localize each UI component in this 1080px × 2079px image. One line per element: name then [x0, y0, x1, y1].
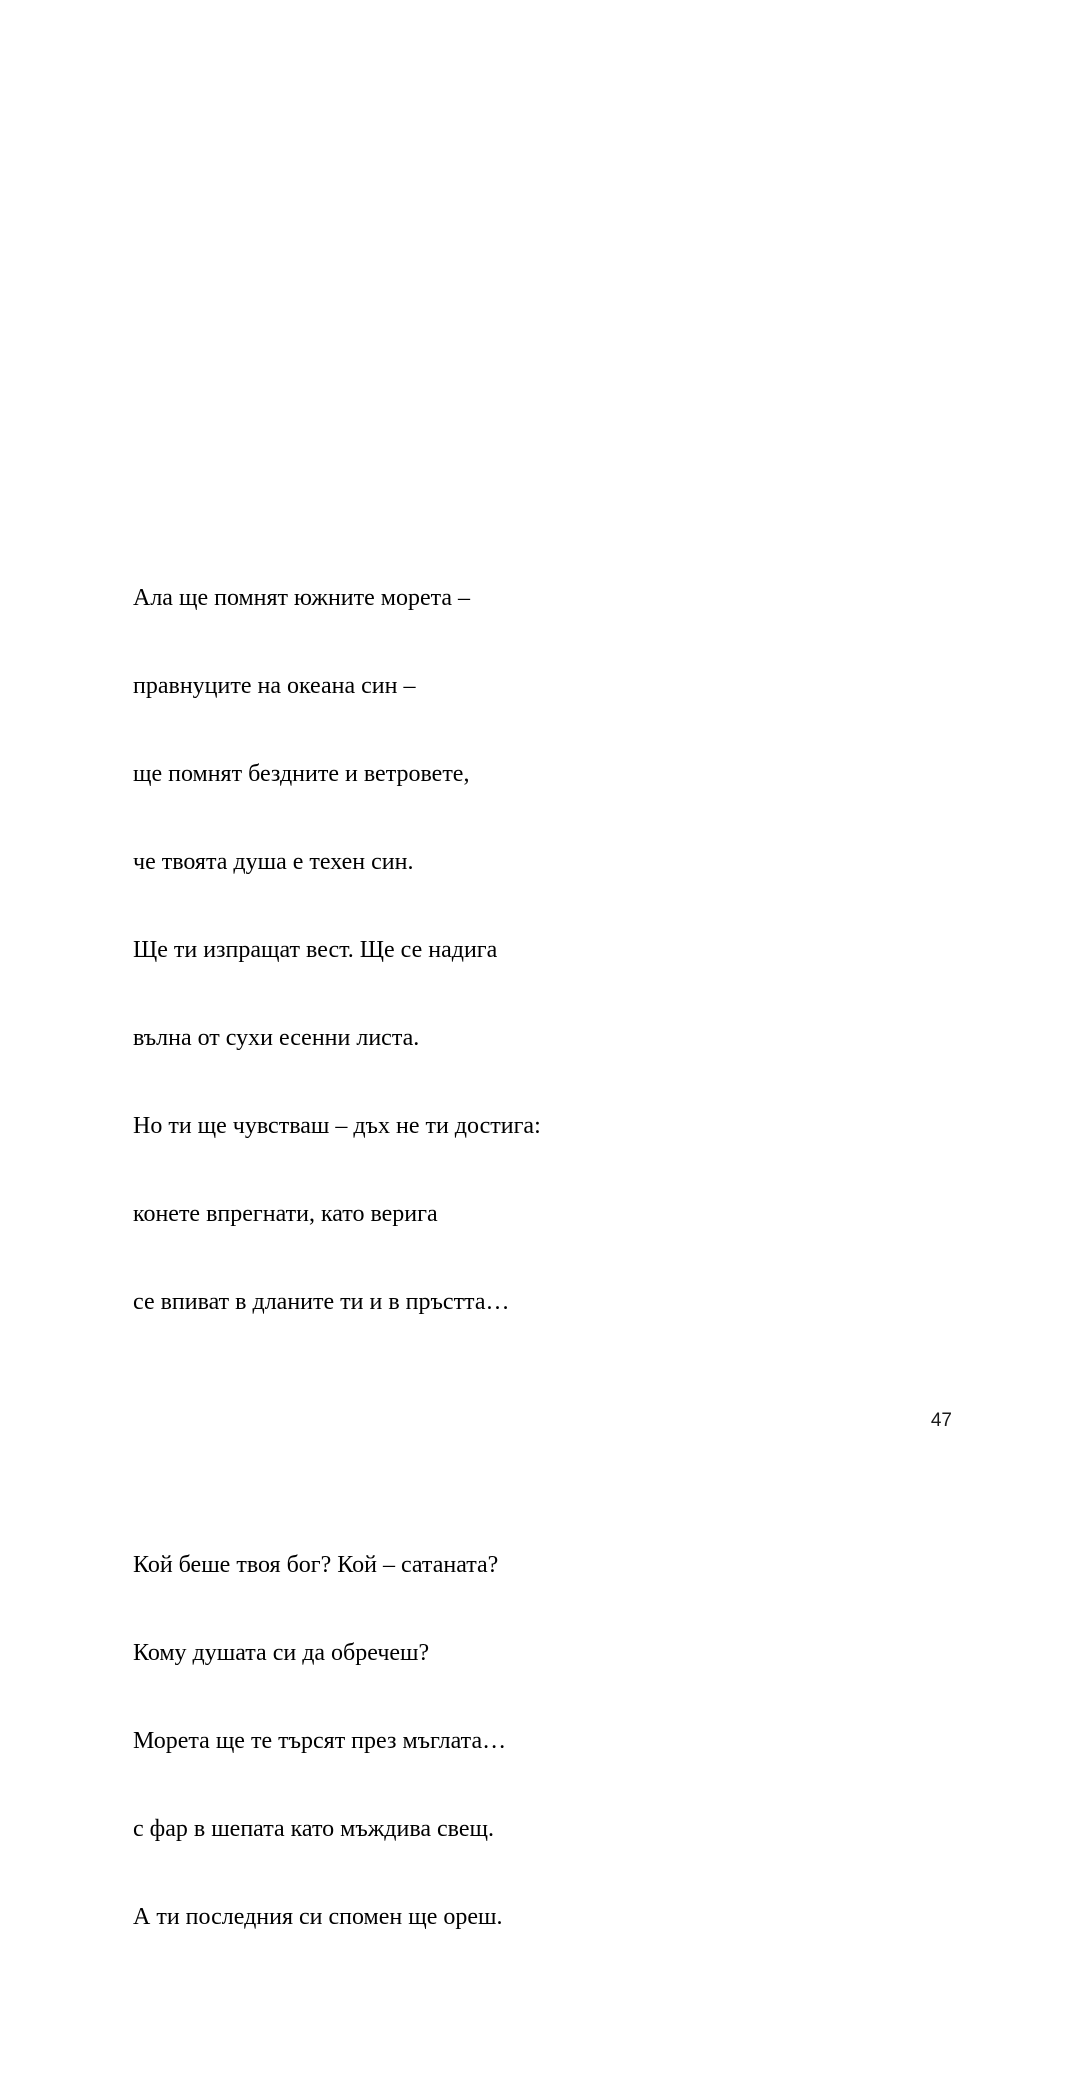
poem-line: с фар в шепата като мъждива свещ.	[133, 1815, 495, 1842]
poem-line: конете впрегнати, като верига	[133, 1200, 438, 1227]
poem-stanza-2	[133, 1493, 541, 1991]
poem-line: Кому душата си да обречеш?	[133, 1640, 430, 1667]
poem-line: Кой беше твоя бог? Кой – сатаната?	[133, 1552, 499, 1579]
poem-line: Ала ще помнят южните морета –	[133, 585, 471, 612]
poem-line: че твоята душа е техен син.	[133, 849, 414, 876]
poem-line: правнуците на океана син –	[133, 673, 416, 700]
page-number: 47	[930, 1410, 952, 1431]
poem-line: ще помнят бездните и ветровете,	[133, 761, 470, 788]
poem-line: Ще ти изпращат вест. Ще се надига	[133, 937, 498, 964]
poem-line: Но ти ще чувстваш – дъх не ти достига:	[133, 1112, 541, 1139]
poem-text-block	[133, 438, 541, 2079]
poem-line: вълна от сухи есенни листа.	[133, 1024, 420, 1051]
poem-line: Морета ще те търсят през мъглата…	[133, 1728, 507, 1755]
poem-stanza-1	[133, 526, 541, 1376]
poem-line: А ти последния си спомен ще ореш.	[133, 1903, 503, 1930]
poem-line: се впиват в дланите ти и в пръстта…	[133, 1288, 510, 1315]
